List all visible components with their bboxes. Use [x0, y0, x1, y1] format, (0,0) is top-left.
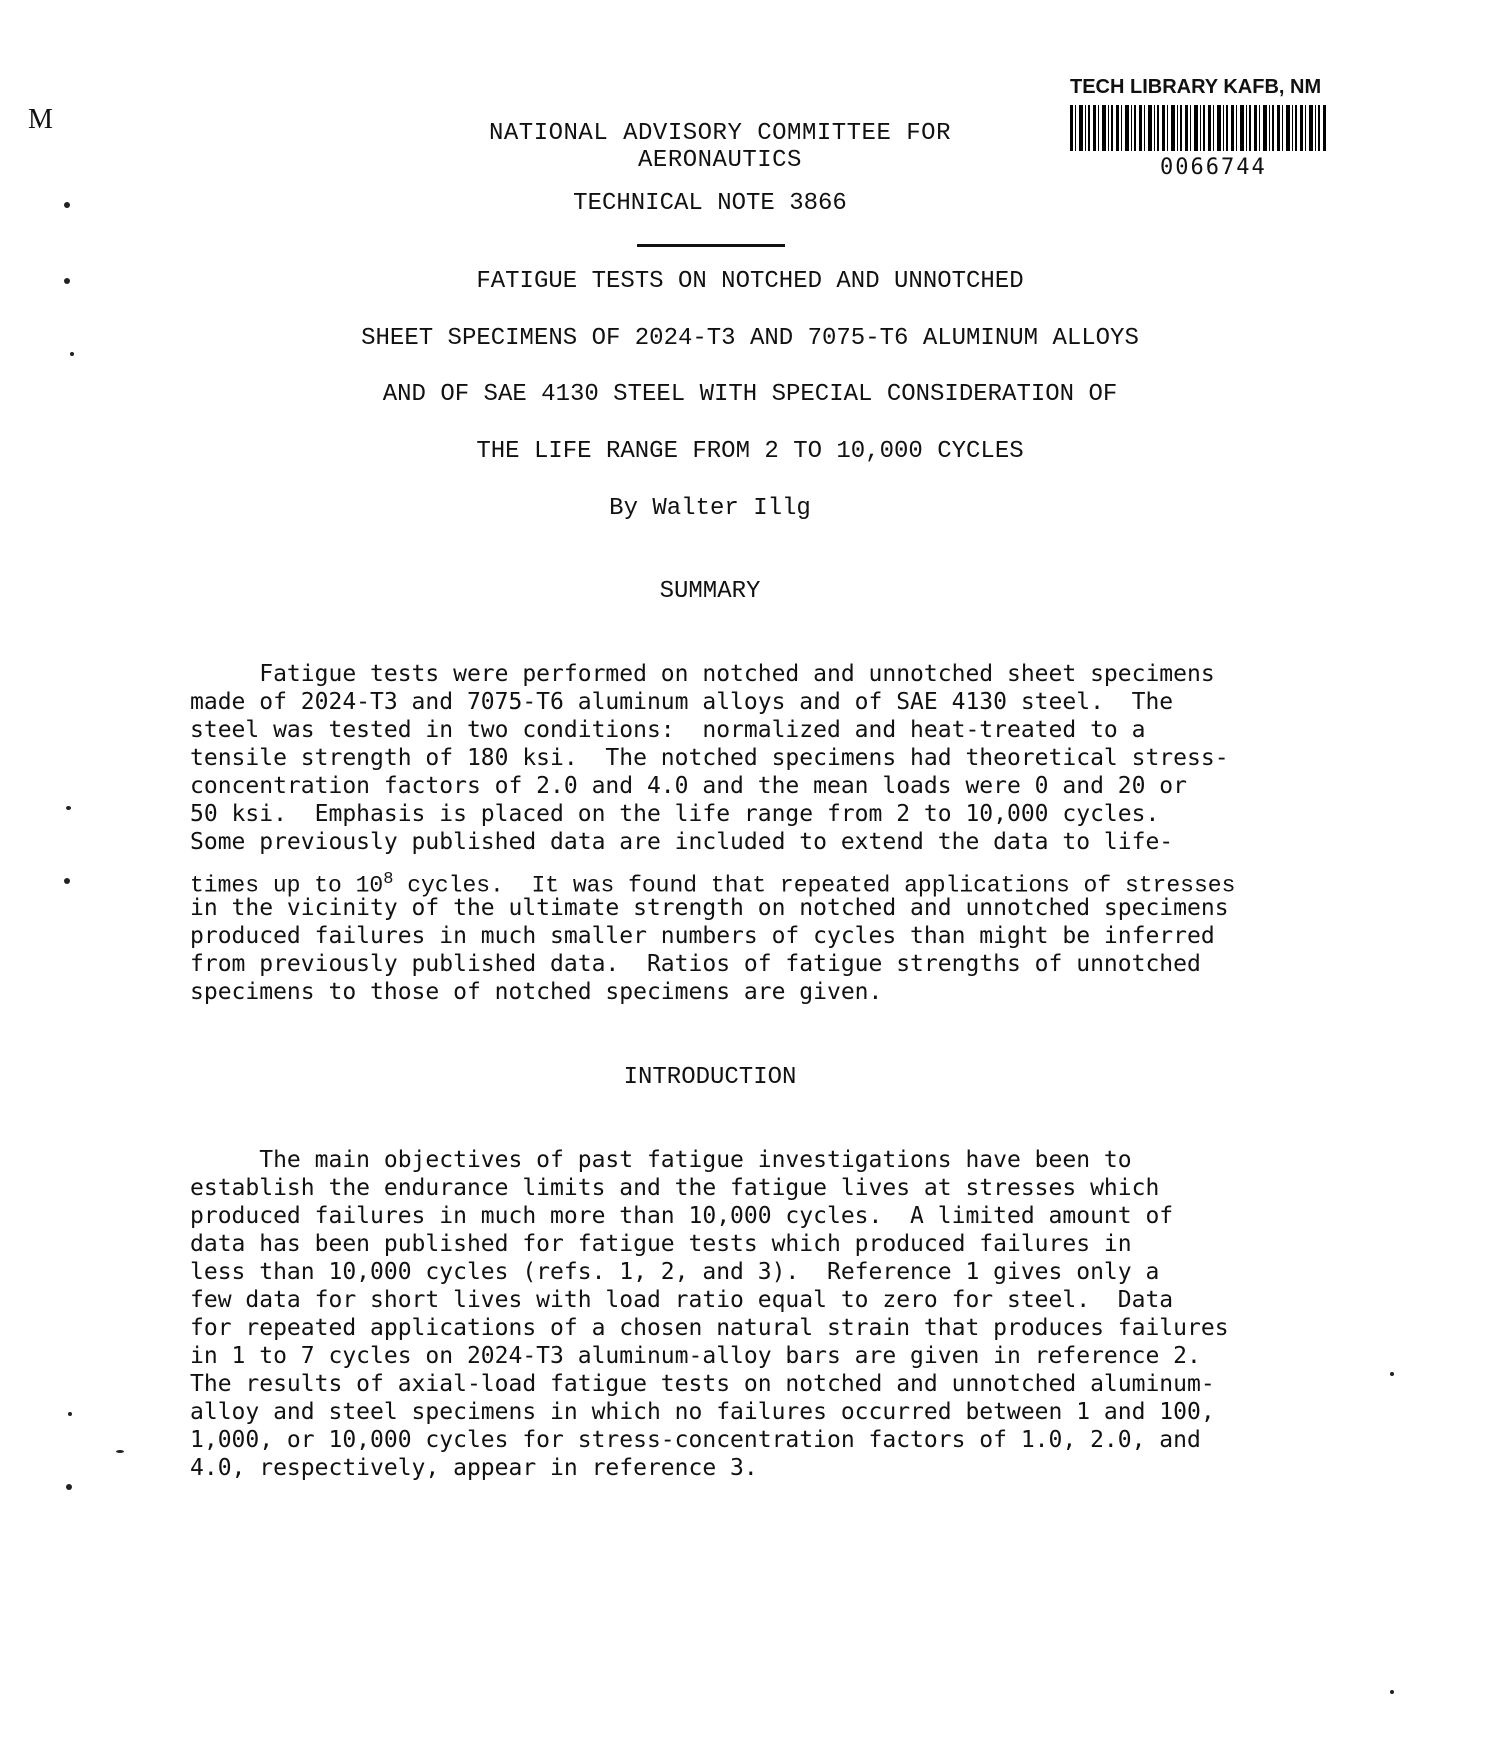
introduction-heading: INTRODUCTION [623, 1064, 797, 1091]
author-byline: By Walter Illg [609, 495, 811, 522]
summary-exponent: 8 [383, 870, 394, 889]
summary-heading: SUMMARY [659, 578, 761, 605]
title-divider [637, 244, 785, 247]
library-stamp-number: 0066744 [1160, 155, 1267, 180]
title-line-1: FATIGUE TESTS ON NOTCHED AND UNNOTCHED [476, 268, 1024, 295]
scan-speck [64, 878, 70, 884]
title-line-4: THE LIFE RANGE FROM 2 TO 10,000 CYCLES [476, 438, 1024, 465]
title-line-3: AND OF SAE 4130 STEEL WITH SPECIAL CONSIDERATION OF [382, 381, 1118, 408]
scan-speck [64, 202, 70, 208]
scan-speck [1390, 1690, 1394, 1694]
library-stamp [1070, 76, 1350, 180]
corner-mark: M [28, 104, 53, 135]
barcode-icon [1070, 105, 1328, 151]
library-stamp-label: TECH LIBRARY KAFB, NM [1070, 76, 1322, 98]
summary-paragraph-part-1: Fatigue tests were performed on notched and unnotched sheet specimens made of 2024-T3 and 7075-T6 aluminum alloys and of SAE 4130 steel. The steel was tested in two conditions: normalized and heat-treated to a tensile strength of 180 ksi. The notched specimens had theoretical stress- concentration factors of 2.0 and 4.0 and the mean loads were 0 and 20 or 50 ksi. Emphasis is placed on the life range from 2 to 10,000 cycles. Some previously published data are included to extend the data to life- [190, 661, 1229, 855]
scan-speck [1390, 1372, 1394, 1376]
introduction-paragraph: The main objectives of past fatigue investigations have been to establish the endurance limits and the fatigue lives at stresses which produced failures in much more than 10,000 cycles. A limited amount of data has been published for fatigue tests which produced failures in less than 10,000 cycles (refs. 1, 2, and 3). Reference 1 gives only a few data for short lives with load ratio equal to zero for steel. Data for repeated applications of a chosen natural strain that produces failures in 1 to 7 cycles on 2024-T3 aluminum-alloy bars are given in reference 2. The results of axial-load fatigue tests on notched and unnotched aluminum- alloy and steel specimens in which no failures occurred between 1 and 100, 1,000, or 10,000 cycles for stress-concentration factors of 1.0, 2.0, and 4.0, respectively, appear in reference 3. [190, 1147, 1229, 1481]
agency-name: NATIONAL ADVISORY COMMITTEE FOR AERONAUTICS [489, 120, 951, 174]
summary-paragraph-part-2: in the vicinity of the ultimate strength on notched and unnotched specimens produced failures in much smaller numbers of cycles than might be inferred from previously published data. Ratios of fatigue strengths of unnotched specimens to those of notched specimens are given. [190, 895, 1229, 1005]
summary-line-end: cycles. It was found that repeated applications of stresses [393, 872, 1236, 899]
scan-speck [66, 1484, 72, 1490]
summary-line-start: times up to 10 [190, 872, 384, 899]
title-line-2: SHEET SPECIMENS OF 2024-T3 AND 7075-T6 ALUMINUM ALLOYS [361, 325, 1139, 352]
technical-note-number: TECHNICAL NOTE 3866 [573, 190, 847, 217]
scan-speck [70, 352, 74, 356]
scan-speck [116, 1450, 124, 1453]
scan-speck [68, 1412, 72, 1416]
scan-speck [64, 278, 70, 284]
scan-speck [66, 806, 71, 810]
